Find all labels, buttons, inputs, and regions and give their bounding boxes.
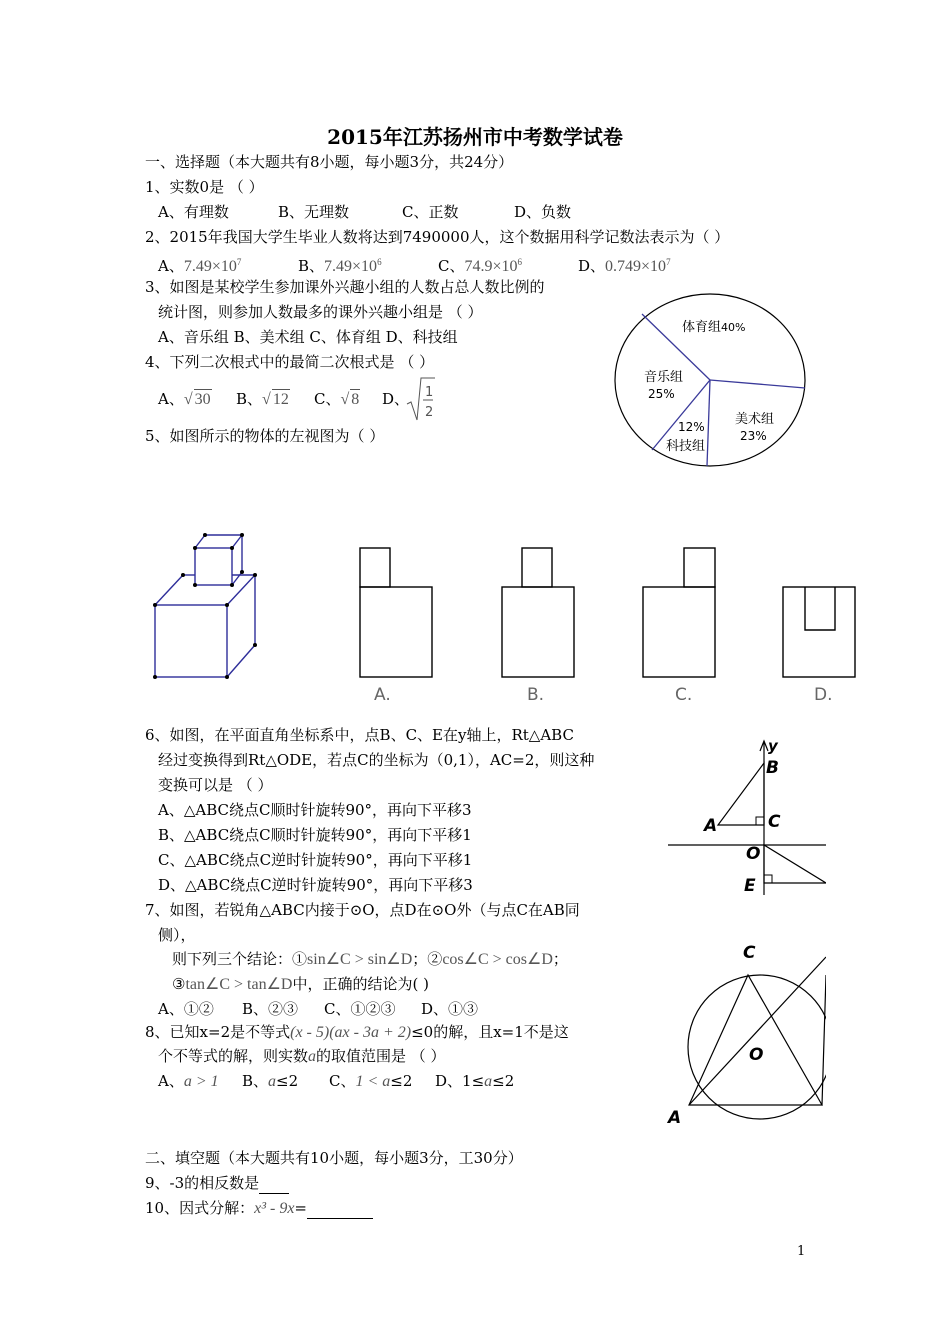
question-8-stem-line1: 8、已知x=2是不等式(x - 5)(ax - 3a + 2)≤0的解，且x=1不是这 xyxy=(145,1023,569,1041)
question-7-conclusions-line2: ③tan∠C > tan∠D中，正确的结论为( ) xyxy=(172,975,429,993)
label-a: A xyxy=(704,816,718,836)
option-c: C、√ 8 xyxy=(314,390,360,408)
object-views-figure xyxy=(140,520,870,710)
pie-label-art: 美术组 xyxy=(735,412,775,427)
question-7-stem-line1: 7、如图，若锐角△ABC内接于⊙O，点D在⊙O外（与点C在AB同 xyxy=(145,901,580,919)
page-number: 1 xyxy=(797,1244,806,1259)
pie-chart-figure xyxy=(612,290,812,470)
question-6-option-a: A、△ABC绕点C顺时针旋转90°，再向下平移3 xyxy=(158,801,472,819)
label-o: O xyxy=(746,844,761,864)
pie-label-tech: 科技组 xyxy=(666,439,706,454)
question-3-stem-line2: 统计图，则参加人数最多的课外兴趣小组是 （ ） xyxy=(158,303,483,321)
question-6-stem-line3: 变换可以是 （ ） xyxy=(158,776,273,794)
view-label-a: A. xyxy=(374,685,391,705)
question-5-stem: 5、如图所示的物体的左视图为（ ） xyxy=(145,427,385,445)
question-6-stem-line2: 经过变换得到Rt△ODE，若点C的坐标为（0,1），AC=2，则这种 xyxy=(158,751,595,769)
option-a: A、$7.49\times 10^7$ xyxy=(158,257,242,276)
pie-label-music: 音乐组 xyxy=(644,370,684,385)
question-7-conclusions-line1: 则下列三个结论：①sin∠C > sin∠D；②cos∠C > cos∠D； xyxy=(172,950,568,968)
question-6-stem-line1: 6、如图，在平面直角坐标系中，点B、C、E在y轴上，Rt△ABC xyxy=(145,726,574,744)
question-3-stem-line1: 3、如图是某校学生参加课外兴趣小组的人数占总人数比例的 xyxy=(145,278,545,296)
option-b: B、√ 12 xyxy=(236,390,289,408)
label-y: y xyxy=(768,737,778,755)
question-1-stem: 1、实数0是 （ ） xyxy=(145,178,264,196)
option-d: D、①③ xyxy=(421,1000,479,1018)
label-c: C xyxy=(768,812,781,832)
label-c: C xyxy=(743,943,756,963)
view-d xyxy=(783,587,855,677)
section-heading: 一、选择题（本大题共有8小题，每小题3分，共24分） xyxy=(145,153,514,171)
option-b: B、无理数 xyxy=(278,203,350,221)
question-6-option-d: D、△ABC绕点C逆时针旋转90°，再向下平移3 xyxy=(158,876,473,894)
question-8-stem-line2: 个不等式的解，则实数a的取值范围是 （ ） xyxy=(158,1047,446,1065)
option-a: A、a > 1 xyxy=(158,1072,219,1090)
question-8-options xyxy=(158,1071,514,1092)
question-4-stem: 4、下列二次根式中的最简二次根式是 （ ） xyxy=(145,353,435,371)
question-2-options xyxy=(158,252,671,277)
question-10: 10、因式分解：x³ - 9x= xyxy=(145,1198,373,1219)
option-b: B、a≤2 xyxy=(242,1072,299,1090)
question-6-option-b: B、△ABC绕点C顺时针旋转90°，再向下平移1 xyxy=(158,826,472,844)
question-3-options: A、音乐组 B、美术组 C、体育组 D、科技组 xyxy=(158,328,458,346)
question-4-options xyxy=(158,389,409,410)
pie-pct-art: 23% xyxy=(740,429,767,443)
question-7-options xyxy=(158,999,478,1019)
page-title: 2015年江苏扬州市中考数学试卷 xyxy=(327,125,623,149)
coordinate-triangle-figure xyxy=(668,735,826,895)
option-d: D、 xyxy=(382,390,410,408)
view-a xyxy=(360,548,432,677)
option-c: C、1 < a≤2 xyxy=(329,1072,413,1090)
view-label-b: B. xyxy=(527,685,545,705)
option-c: C、$74.9\times 10^6$ xyxy=(438,257,523,276)
question-9: 9、-3的相反数是 xyxy=(145,1173,289,1194)
svg-text:2: 2 xyxy=(425,405,434,420)
view-label-d: D. xyxy=(814,685,833,705)
inscribed-triangle-figure xyxy=(664,935,826,1130)
label-e: E xyxy=(744,876,756,895)
view-b xyxy=(502,548,574,677)
view-label-c: C. xyxy=(675,685,693,705)
option-d: D、1≤a≤2 xyxy=(435,1072,515,1090)
label-o: O xyxy=(749,1045,764,1065)
option-d: D、负数 xyxy=(514,203,572,221)
option-a: A、有理数 xyxy=(158,203,229,221)
svg-text:1: 1 xyxy=(425,385,434,400)
section-2-heading: 二、填空题（本大题共有10小题，每小题3分，工30分） xyxy=(145,1149,523,1167)
question-1-options xyxy=(158,202,571,222)
question-2-stem: 2、2015年我国大学生毕业人数将达到7490000人，这个数据用科学记数法表示为（ ） xyxy=(145,228,730,246)
option-b: B、$7.49\times 10^6$ xyxy=(298,257,382,276)
pie-label-sports: 体育组40% xyxy=(682,320,746,335)
question-6-option-c: C、△ABC绕点C逆时针旋转90°，再向下平移1 xyxy=(158,851,473,869)
pie-pct-tech: 12% xyxy=(678,420,705,434)
option-c: C、①②③ xyxy=(324,1000,396,1018)
option-a: A、①② xyxy=(158,1000,214,1018)
pie-pct-music: 25% xyxy=(648,387,675,401)
option-a: A、√ 30 xyxy=(158,390,211,408)
option-c: C、正数 xyxy=(402,203,459,221)
option-d: D、$0.749\times 10^7$ xyxy=(578,257,671,276)
label-b: B xyxy=(766,758,779,778)
question-7-stem-line2: 侧）， xyxy=(158,926,196,944)
solid-object-drawing xyxy=(155,535,255,677)
label-a: A xyxy=(668,1108,682,1128)
sqrt-half-symbol xyxy=(405,374,439,424)
view-c xyxy=(643,548,715,677)
option-b: B、②③ xyxy=(242,1000,299,1018)
